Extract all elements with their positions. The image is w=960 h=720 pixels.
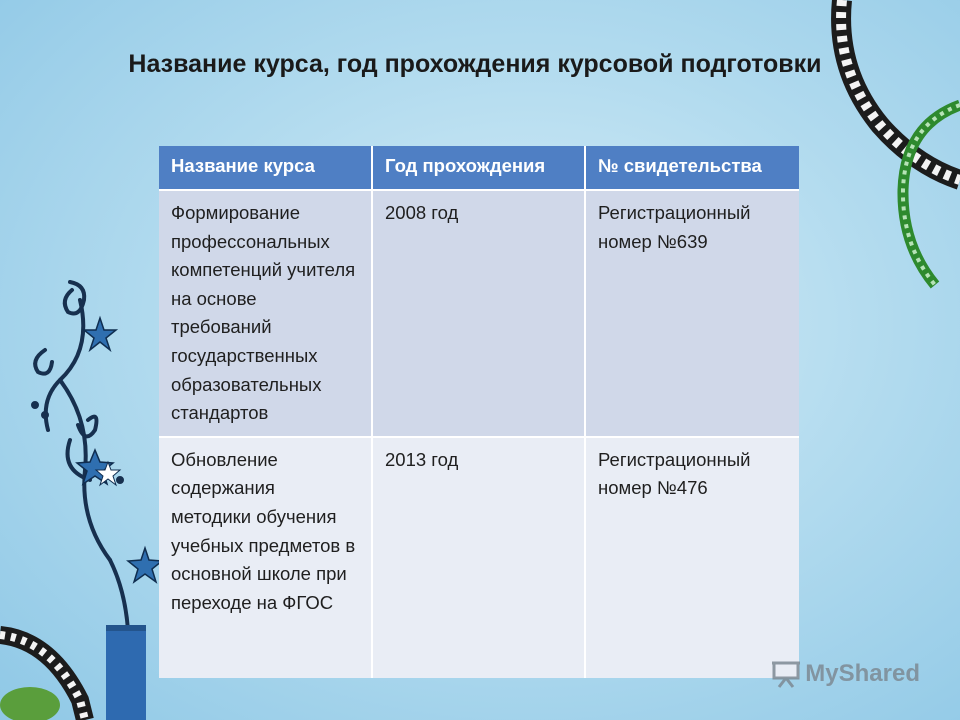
slide-title: Название курса, год прохождения курсовой подготовки: [128, 50, 822, 78]
myshared-watermark: [771, 660, 920, 688]
cell-certificate-number: Регистрационный номер №639: [585, 190, 799, 437]
cell-certificate-number: Регистрационный номер №476: [585, 437, 799, 678]
film-strip-decoration: [841, 0, 960, 180]
header-year: Год прохождения: [372, 146, 585, 190]
cell-year: 2013 год: [372, 437, 585, 678]
green-ring-decoration: [903, 105, 960, 285]
star-decorations: [77, 318, 162, 582]
table-header-row: [159, 146, 799, 190]
presentation-board-icon: [771, 660, 801, 688]
header-course-name: Название курса: [159, 146, 372, 190]
cell-course-name: Обновление содержания методики обучения учебных предметов в основной школе при переходе на ФГОС: [159, 437, 372, 678]
table-row: [159, 437, 799, 678]
swirl-vine-decoration: [33, 282, 128, 630]
courses-table: [159, 146, 799, 678]
cell-year: 2008 год: [372, 190, 585, 437]
watermark-text: MyShared: [805, 660, 920, 687]
vase-decoration: [106, 625, 146, 720]
table-row: [159, 190, 799, 437]
cell-course-name: Формирование профессональных компетенций учителя на основе требований государственных образовательных стандартов: [159, 190, 372, 437]
header-certificate-number: № свидетельства: [585, 146, 799, 190]
bottom-film-strip-decoration: [0, 635, 85, 720]
